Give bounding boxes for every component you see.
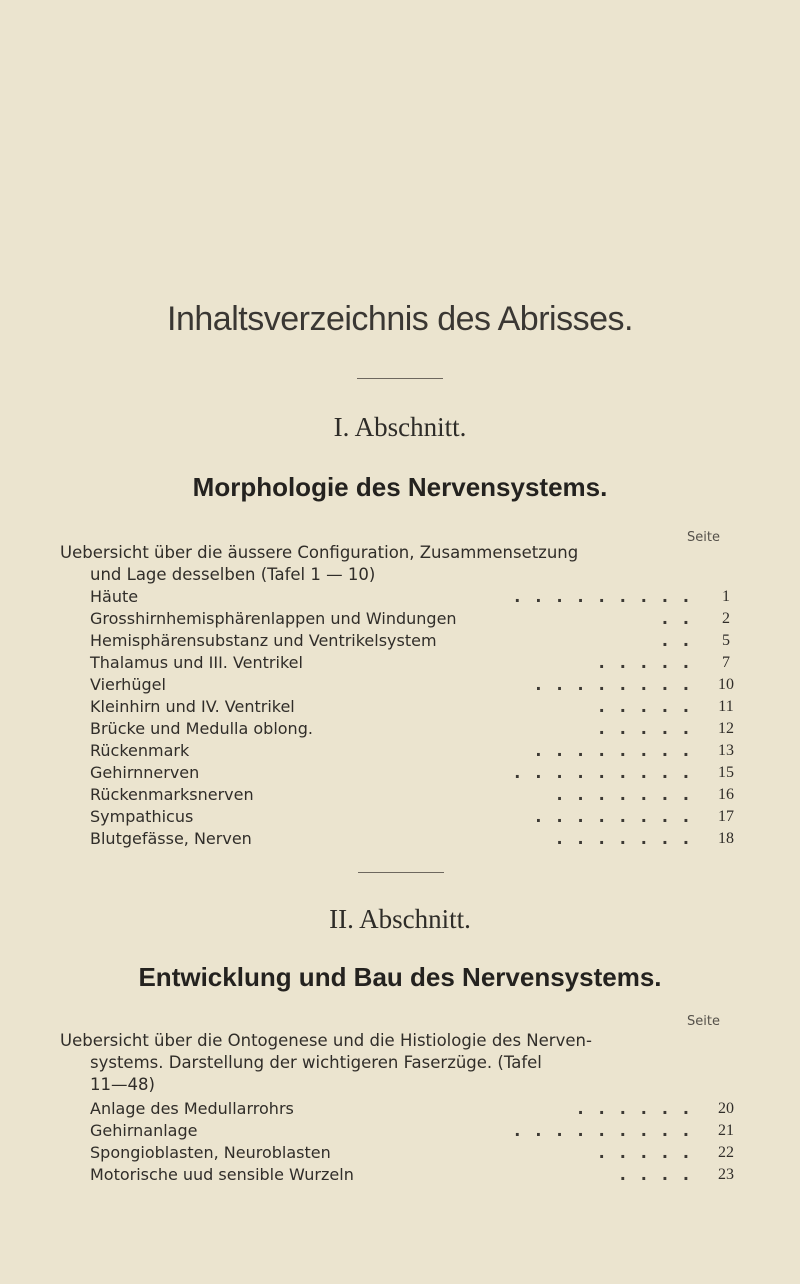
entry-title: Gehirnnerven <box>90 763 200 782</box>
leader-dots: ..... <box>598 1143 704 1162</box>
section-2-heading: Entwicklung und Bau des Nervensystems. <box>138 962 662 992</box>
entry-page: 2 <box>722 610 730 627</box>
entry-page: 1 <box>722 588 730 605</box>
leader-dots: ..... <box>598 719 704 738</box>
toc-entry[interactable] <box>90 1098 738 1120</box>
entry-page: 22 <box>718 1144 734 1161</box>
entry-page: 7 <box>722 654 730 671</box>
toc-entry[interactable] <box>90 674 738 696</box>
toc-entry[interactable] <box>90 740 738 762</box>
toc-entry[interactable] <box>90 608 738 630</box>
leader-dots: ....... <box>556 785 704 804</box>
entry-title: Rückenmark <box>90 741 190 760</box>
entry-title: Thalamus und III. Ventrikel <box>90 653 303 672</box>
leader-dots: .... <box>619 1165 704 1184</box>
entry-title: Häute <box>90 587 139 606</box>
entry-page: 17 <box>718 808 734 825</box>
entry-page: 20 <box>718 1100 734 1117</box>
leader-dots: ......... <box>514 587 704 606</box>
leader-dots: ...... <box>577 1099 704 1118</box>
toc-entry[interactable] <box>90 718 738 740</box>
leader-dots: ......... <box>514 763 704 782</box>
section-1-intro <box>60 542 680 586</box>
section-1-intro-line: Uebersicht über die äussere Configuration, Zusammensetzung <box>60 543 579 562</box>
entry-title: Blutgefässe, Nerven <box>90 829 252 848</box>
toc-entry[interactable] <box>90 1142 738 1164</box>
section-1-page-label: Seite <box>687 530 720 545</box>
entry-page: 23 <box>718 1166 734 1183</box>
section-2-intro-line: Uebersicht über die Ontogenese und die Histiologie des Nerven- <box>60 1031 592 1050</box>
leader-dots: ....... <box>556 829 704 848</box>
entry-title: Kleinhirn und IV. Ventrikel <box>90 697 295 716</box>
section-1-intro-line: und Lage desselben (Tafel 1 — 10) <box>90 565 376 584</box>
entry-title: Gehirnanlage <box>90 1121 198 1140</box>
entry-title: Rückenmarksnerven <box>90 785 254 804</box>
leader-dots: ......... <box>514 1121 704 1140</box>
toc-entry[interactable] <box>90 630 738 652</box>
entry-title: Grosshirnhemisphärenlappen und Windungen <box>90 609 457 628</box>
toc-entry[interactable] <box>90 696 738 718</box>
section-2-entries <box>90 1098 738 1186</box>
entry-title: Spongioblasten, Neuroblasten <box>90 1143 331 1162</box>
entry-page: 15 <box>718 764 734 781</box>
toc-entry[interactable] <box>90 1164 738 1186</box>
divider-top <box>357 378 443 379</box>
leader-dots: ..... <box>598 697 704 716</box>
section-2-page-label: Seite <box>687 1014 720 1029</box>
toc-entry[interactable] <box>90 652 738 674</box>
toc-entry[interactable] <box>90 586 738 608</box>
entry-page: 11 <box>718 698 734 715</box>
section-2-intro-line: 11—48) <box>90 1075 155 1094</box>
leader-dots: ........ <box>535 807 704 826</box>
leader-dots: .. <box>661 631 704 650</box>
section-2-intro <box>60 1030 680 1096</box>
entry-page: 16 <box>718 786 734 803</box>
toc-entry[interactable] <box>90 784 738 806</box>
divider-middle <box>358 872 444 873</box>
leader-dots: ..... <box>598 653 704 672</box>
entry-page: 5 <box>722 632 730 649</box>
entry-page: 21 <box>718 1122 734 1139</box>
toc-entry[interactable] <box>90 762 738 784</box>
toc-entry[interactable] <box>90 1120 738 1142</box>
entry-title: Hemisphärensubstanz und Ventrikelsystem <box>90 631 437 650</box>
section-1-heading: Morphologie des Nervensystems. <box>192 472 608 502</box>
leader-dots: ........ <box>535 741 704 760</box>
entry-page: 10 <box>718 676 734 693</box>
section-2-number: II. Abschnitt. <box>329 904 471 934</box>
entry-title: Anlage des Medullarrohrs <box>90 1099 294 1118</box>
section-2-intro-line: systems. Darstellung der wichtigeren Faserzüge. (Tafel <box>90 1053 542 1072</box>
entry-title: Vierhügel <box>90 675 166 694</box>
leader-dots: ........ <box>535 675 704 694</box>
section-1-entries <box>90 586 738 850</box>
entry-page: 13 <box>718 742 734 759</box>
toc-entry[interactable] <box>90 806 738 828</box>
entry-page: 12 <box>718 720 734 737</box>
leader-dots: .. <box>661 609 704 628</box>
section-1-number: I. Abschnitt. <box>333 412 467 442</box>
page-title: Inhaltsverzeichnis des Abrisses. <box>167 300 633 338</box>
entry-page: 18 <box>718 830 734 847</box>
entry-title: Sympathicus <box>90 807 194 826</box>
entry-title: Motorische uud sensible Wurzeln <box>90 1165 354 1184</box>
toc-entry[interactable] <box>90 828 738 850</box>
entry-title: Brücke und Medulla oblong. <box>90 719 313 738</box>
